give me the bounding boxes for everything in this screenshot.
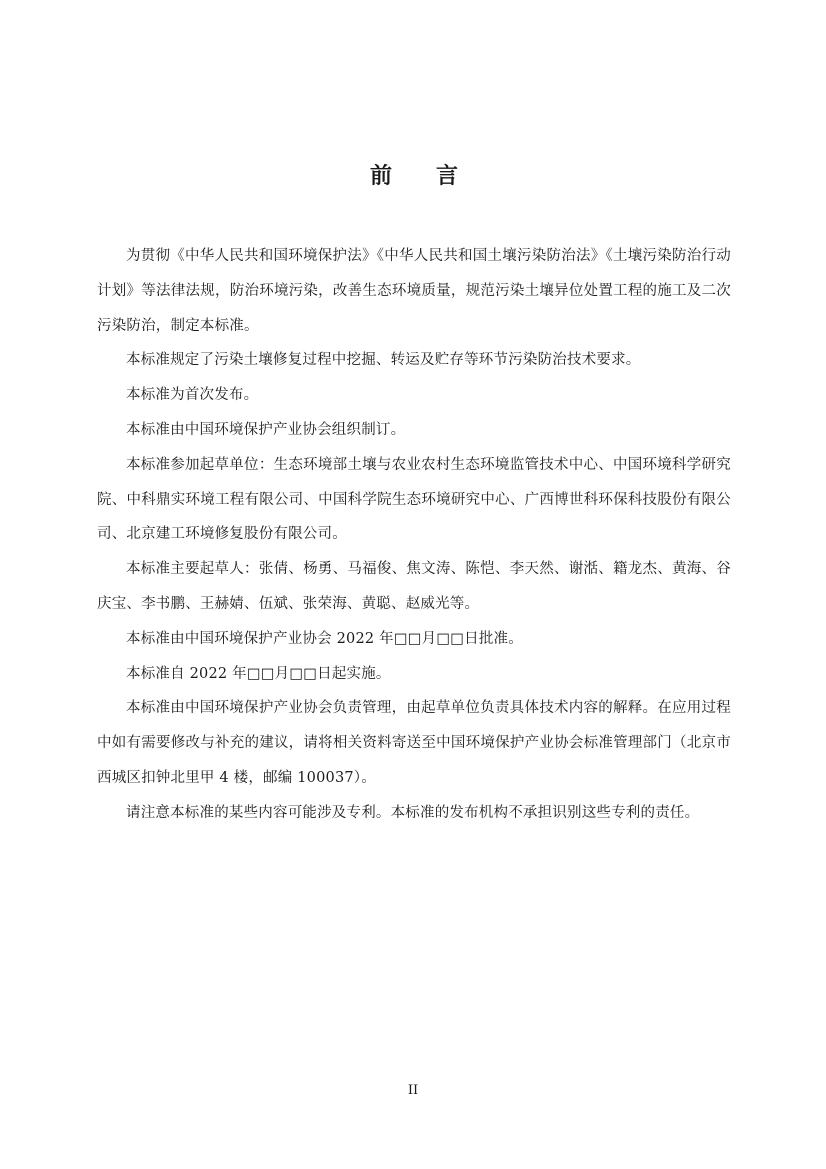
paragraph-implementation-date: 本标准自 2022 年□□月□□日起实施。 bbox=[126, 665, 391, 682]
paragraph-scope: 本标准规定了污染土壤修复过程中挖掘、转运及贮存等环节污染防治技术要求。 bbox=[126, 352, 641, 369]
paragraph-purpose: 为贯彻《中华人民共和国环境保护法》《中华人民共和国土壤污染防治法》《土壤污染防治行动计划》等法律法规，防治环境污染，改善生态环境质量，规范污染土壤异位处置工程的施工及二次污染防治，制定本标准。 bbox=[97, 248, 731, 334]
page-number: II bbox=[407, 1083, 419, 1098]
page-title: 前 言 bbox=[369, 164, 458, 189]
paragraph-patent-notice: 请注意本标准的某些内容可能涉及专利。本标准的发布机构不承担识别这些专利的责任。 bbox=[126, 804, 700, 821]
paragraph-organizer: 本标准由中国环境保护产业协会组织制订。 bbox=[126, 421, 406, 438]
paragraph-management: 本标准由中国环境保护产业协会负责管理，由起草单位负责具体技术内容的解释。在应用过程中如有需要修改与补充的建议，请将相关资料寄送至中国环境保护产业协会标准管理部门（北京市西城区扣钟北里甲 4 楼，邮编 100037）。 bbox=[97, 700, 731, 786]
document-content bbox=[97, 163, 731, 831]
paragraph-approval-date: 本标准由中国环境保护产业协会 2022 年□□月□□日批准。 bbox=[126, 630, 523, 647]
paragraph-first-release: 本标准为首次发布。 bbox=[126, 387, 259, 404]
paragraph-drafters: 本标准主要起草人：张倩、杨勇、马福俊、焦文涛、陈恺、李天然、谢湉、籍龙杰、黄海、谷庆宝、李书鹏、王赫婧、伍斌、张荣海、黄聪、赵威光等。 bbox=[97, 561, 731, 612]
paragraph-drafting-units: 本标准参加起草单位：生态环境部土壤与农业农村生态环境监管技术中心、中国环境科学研究院、中科鼎实环境工程有限公司、中国科学院生态环境研究中心、广西博世科环保科技股份有限公司、北京建工环境修复股份有限公司。 bbox=[97, 456, 731, 543]
document-body bbox=[97, 239, 731, 831]
